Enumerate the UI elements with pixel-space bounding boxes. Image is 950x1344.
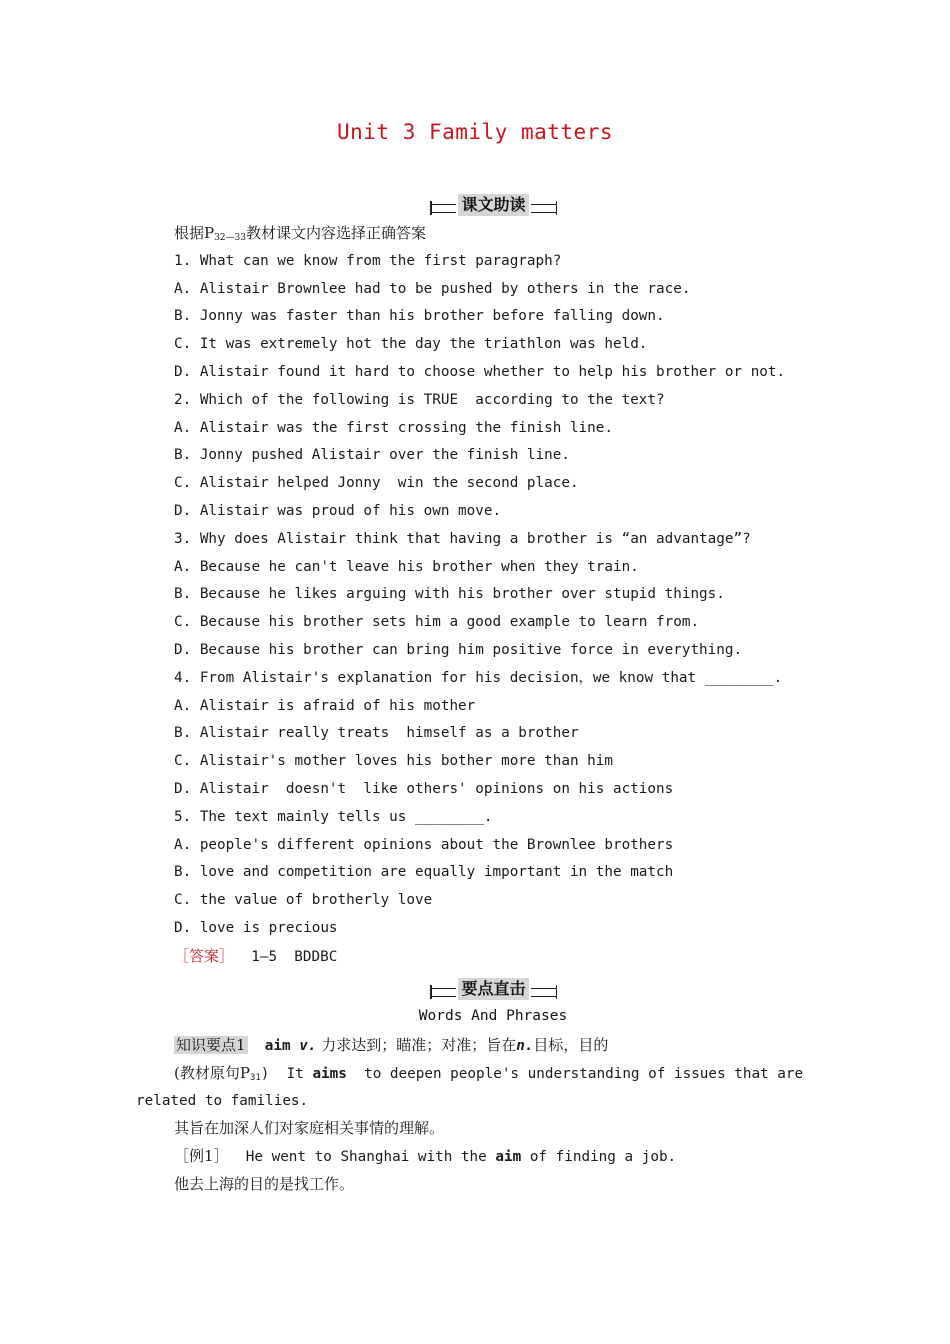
answer-option: B. Jonny pushed Alistair over the finish line. [174, 447, 570, 464]
question-stem: 4. From Alistair's explanation for his decision，we know that ________. [174, 669, 783, 686]
section-banner-reading-guide [430, 192, 557, 218]
example-translation: 他去上海的目的是找工作。 [174, 1174, 355, 1193]
knowledge-point-heading: 知识要点1 aim v. 力求达到；瞄准；对准；旨在n.目标，目的 [176, 1036, 609, 1054]
banner-label: 要点直击 [458, 978, 528, 1000]
answer-option: B. Jonny was faster than his brother before falling down. [174, 308, 665, 325]
headword: aim [264, 1038, 291, 1054]
source-sentence-continued: related to families. [136, 1092, 309, 1109]
banner-ornament-left [430, 988, 456, 997]
answer-option: A. Alistair is afraid of his mother [174, 697, 476, 714]
answer-option: B. Because he likes arguing with his brother over stupid things. [174, 586, 725, 603]
answer-option: C. Alistair helped Jonny win the second place. [174, 475, 579, 492]
answer-option: A. Alistair was the first crossing the finish line. [174, 419, 613, 436]
source-translation: 其旨在加深人们对家庭相关事情的理解。 [174, 1119, 445, 1138]
answer-line [174, 943, 854, 971]
banner-ornament-left [430, 204, 456, 213]
answer-option: D. Alistair was proud of his own move. [174, 502, 502, 519]
reading-questions [174, 220, 854, 971]
example-sentence: ［例1］ He went to Shanghai with the aim of finding a job. [174, 1147, 677, 1166]
answer-option: D. Alistair doesn't like others' opinions on his actions [174, 780, 674, 797]
question-stem: 1. What can we know from the first paragraph? [174, 252, 562, 269]
question-stem: 2. Which of the following is TRUE according to the text? [174, 391, 665, 408]
banner-ornament-right [531, 988, 557, 997]
instruction: 根据$P_{32—33}$教材课文内容选择正确答案 [174, 224, 427, 243]
section-banner-key-points [430, 976, 557, 1002]
answer-option: A. Alistair Brownlee had to be pushed by others in the race. [174, 280, 691, 297]
answer-option: D. love is precious [174, 919, 338, 936]
banner-label: 课文助读 [458, 194, 528, 216]
question-list [174, 248, 854, 943]
question-stem: 3. Why does Alistair think that having a brother is “an advantage”? [174, 530, 751, 547]
answer-option: A. Because he can't leave his brother when they train. [174, 558, 639, 575]
answer-option: C. Because his brother sets him a good example to learn from. [174, 614, 700, 631]
answer-option: B. love and competition are equally important in the match [174, 864, 674, 881]
knowledge-point [136, 1032, 826, 1199]
answer-option: A. people's different opinions about the Brownlee brothers [174, 836, 674, 853]
point-tag: 知识要点1 [176, 1036, 246, 1054]
page-title: Unit 3 Family matters [336, 120, 613, 144]
answer-text: 1—5 BDDBC [234, 948, 338, 965]
answer-option: D. Alistair found it hard to choose whether to help his brother or not. [174, 363, 786, 380]
source-sentence: (教材原句$P_{31}$) It aims to deepen people's understanding of issues that are [174, 1063, 804, 1083]
banner-ornament-right [531, 204, 557, 213]
question-stem: 5. The text mainly tells us ________. [174, 808, 493, 825]
answer-option: D. Because his brother can bring him positive force in everything. [174, 641, 743, 658]
answer-tag: ［答案］ [174, 946, 235, 965]
answer-option: C. Alistair's mother loves his bother more than him [174, 753, 613, 770]
subsection-title: Words And Phrases [418, 1008, 568, 1024]
answer-option: B. Alistair really treats himself as a brother [174, 725, 579, 742]
answer-option: C. It was extremely hot the day the triathlon was held. [174, 336, 648, 353]
answer-option: C. the value of brotherly love [174, 892, 433, 909]
